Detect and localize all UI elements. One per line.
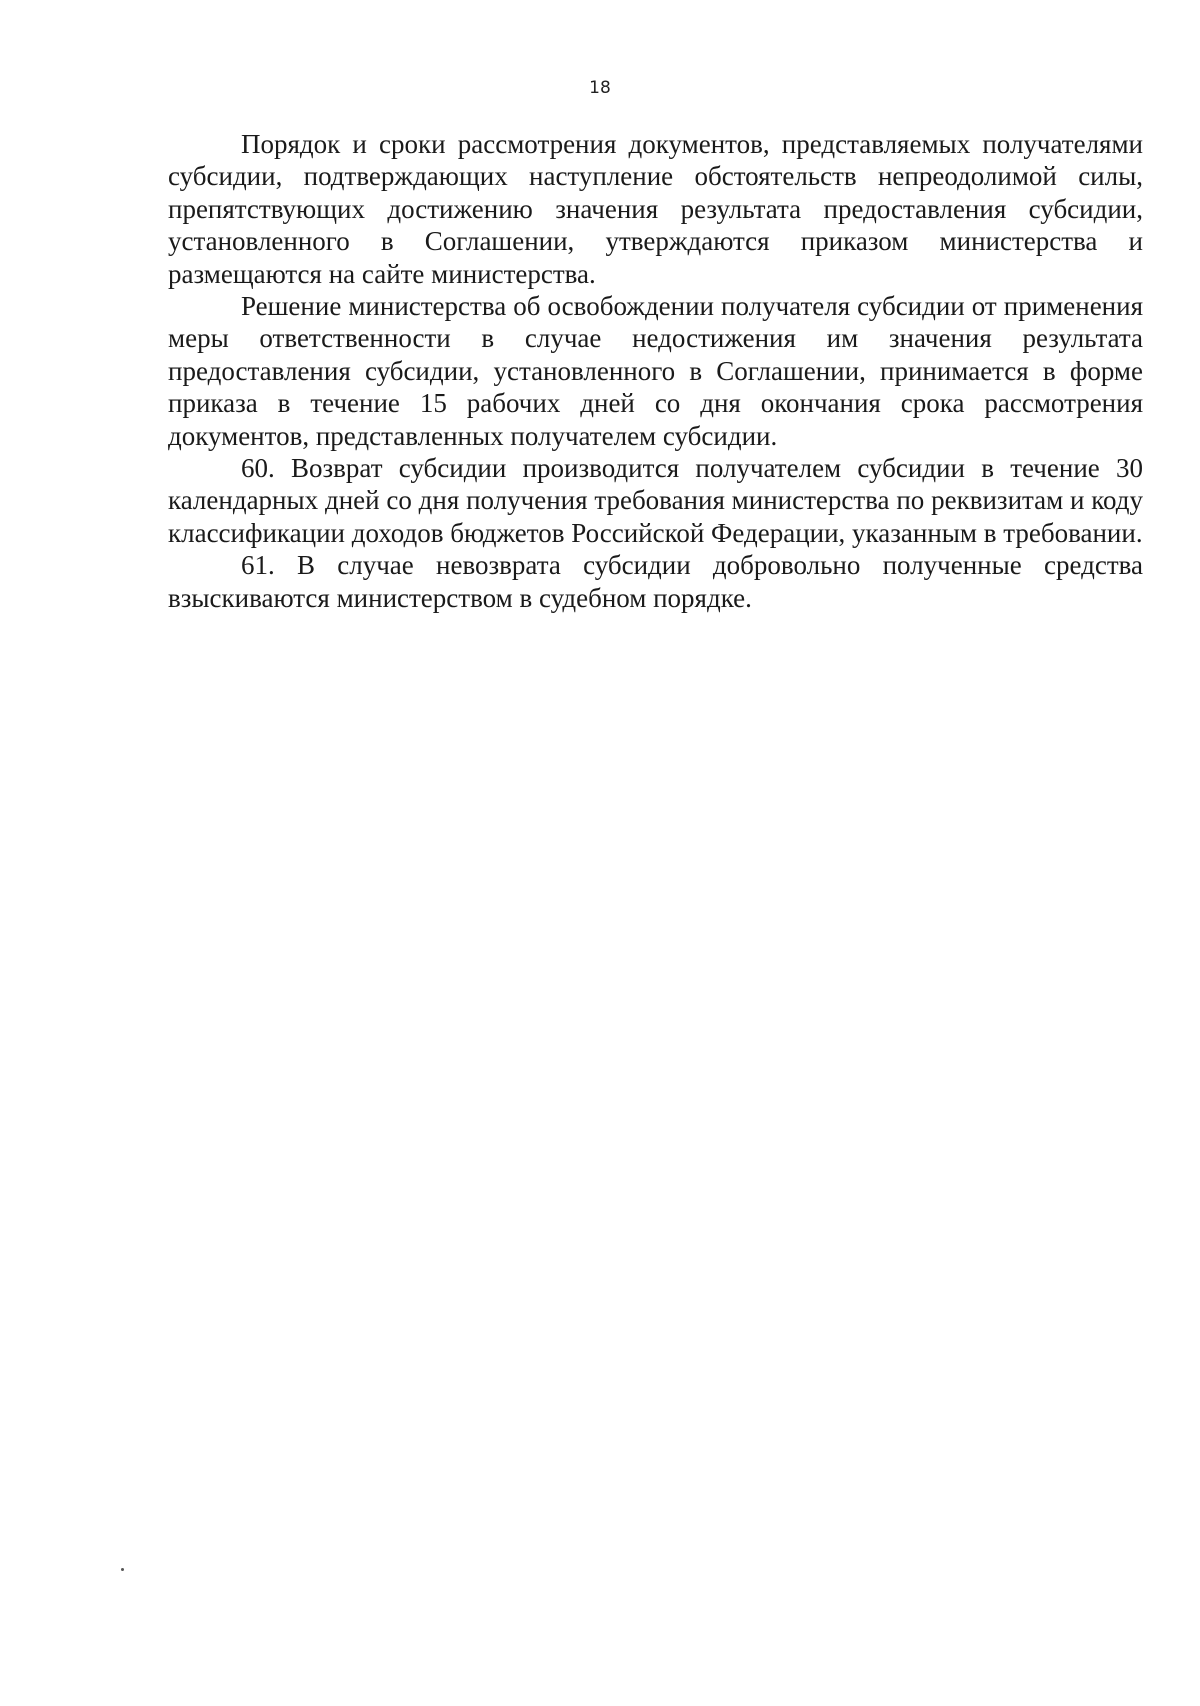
paragraph-60-subsidy-return: 60. Возврат субсидии производится получателем субсидии в течение 30 календарных дней со дня получения требования министерства по реквизитам и коду классификации доходов бюджетов Российской Федерации, указанным в требовании. xyxy=(168,453,1143,548)
scan-speck xyxy=(121,1568,124,1571)
page-number: 18 xyxy=(589,78,611,98)
paragraph-61-court-recovery: 61. В случае невозврата субсидии добровольно полученные средства взыскиваются министерством в судебном порядке. xyxy=(168,550,1143,613)
paragraph-review-procedure: Порядок и сроки рассмотрения документов, представляемых получателями субсидии, подтверждающих наступление обстоятельств непреодолимой силы, препятствующих достижению значения результата предоставления субсидии, установленного в Соглашении, утверждаются приказом министерства и размещаются на сайте министерства. xyxy=(168,129,1143,289)
paragraph-exemption-decision: Решение министерства об освобождении получателя субсидии от применения меры ответственности в случае недостижения им значения результата предоставления субсидии, установленного в Соглашении, принимается в форме приказа в течение 15 рабочих дней со дня окончания срока рассмотрения документов, представленных получателем субсидии. xyxy=(168,291,1143,451)
document-body xyxy=(168,128,1143,614)
